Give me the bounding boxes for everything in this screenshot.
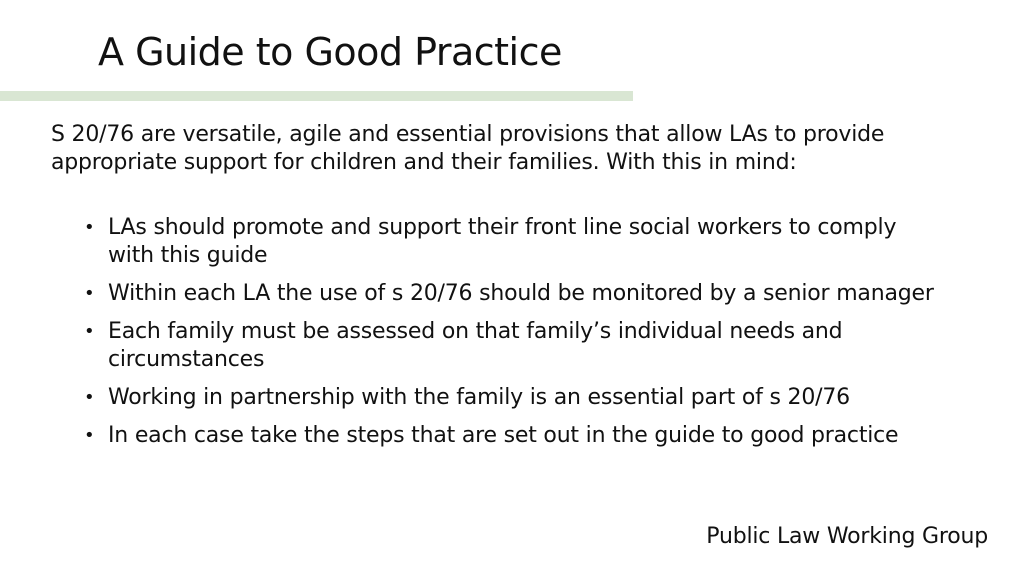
bullet-icon: • (84, 387, 95, 408)
bullet-list (84, 214, 944, 460)
intro-paragraph: S 20/76 are versatile, agile and essential provisions that allow LAs to provide appropriate support for children and their families. With this in mind: (51, 122, 885, 175)
title-underline-bar (0, 91, 633, 101)
bullet-item (84, 422, 944, 450)
bullet-text: In each case take the steps that are set out in the guide to good practice (108, 423, 899, 448)
bullet-icon: • (84, 217, 95, 238)
bullet-text: Within each LA the use of s 20/76 should be monitored by a senior manager (108, 281, 934, 306)
bullet-icon: • (84, 425, 95, 446)
bullet-text: Each family must be assessed on that family’s individual needs and circumstances (108, 319, 843, 372)
slide-title: A Guide to Good Practice (98, 30, 562, 74)
bullet-item (84, 214, 944, 270)
bullet-icon: • (84, 283, 95, 304)
footer-attribution: Public Law Working Group (706, 524, 988, 549)
bullet-item (84, 384, 944, 412)
bullet-text: LAs should promote and support their front line social workers to comply with this guide (108, 215, 897, 268)
bullet-text: Working in partnership with the family is an essential part of s 20/76 (108, 385, 850, 410)
bullet-icon: • (84, 321, 95, 342)
bullet-item (84, 280, 944, 308)
bullet-item (84, 318, 944, 374)
